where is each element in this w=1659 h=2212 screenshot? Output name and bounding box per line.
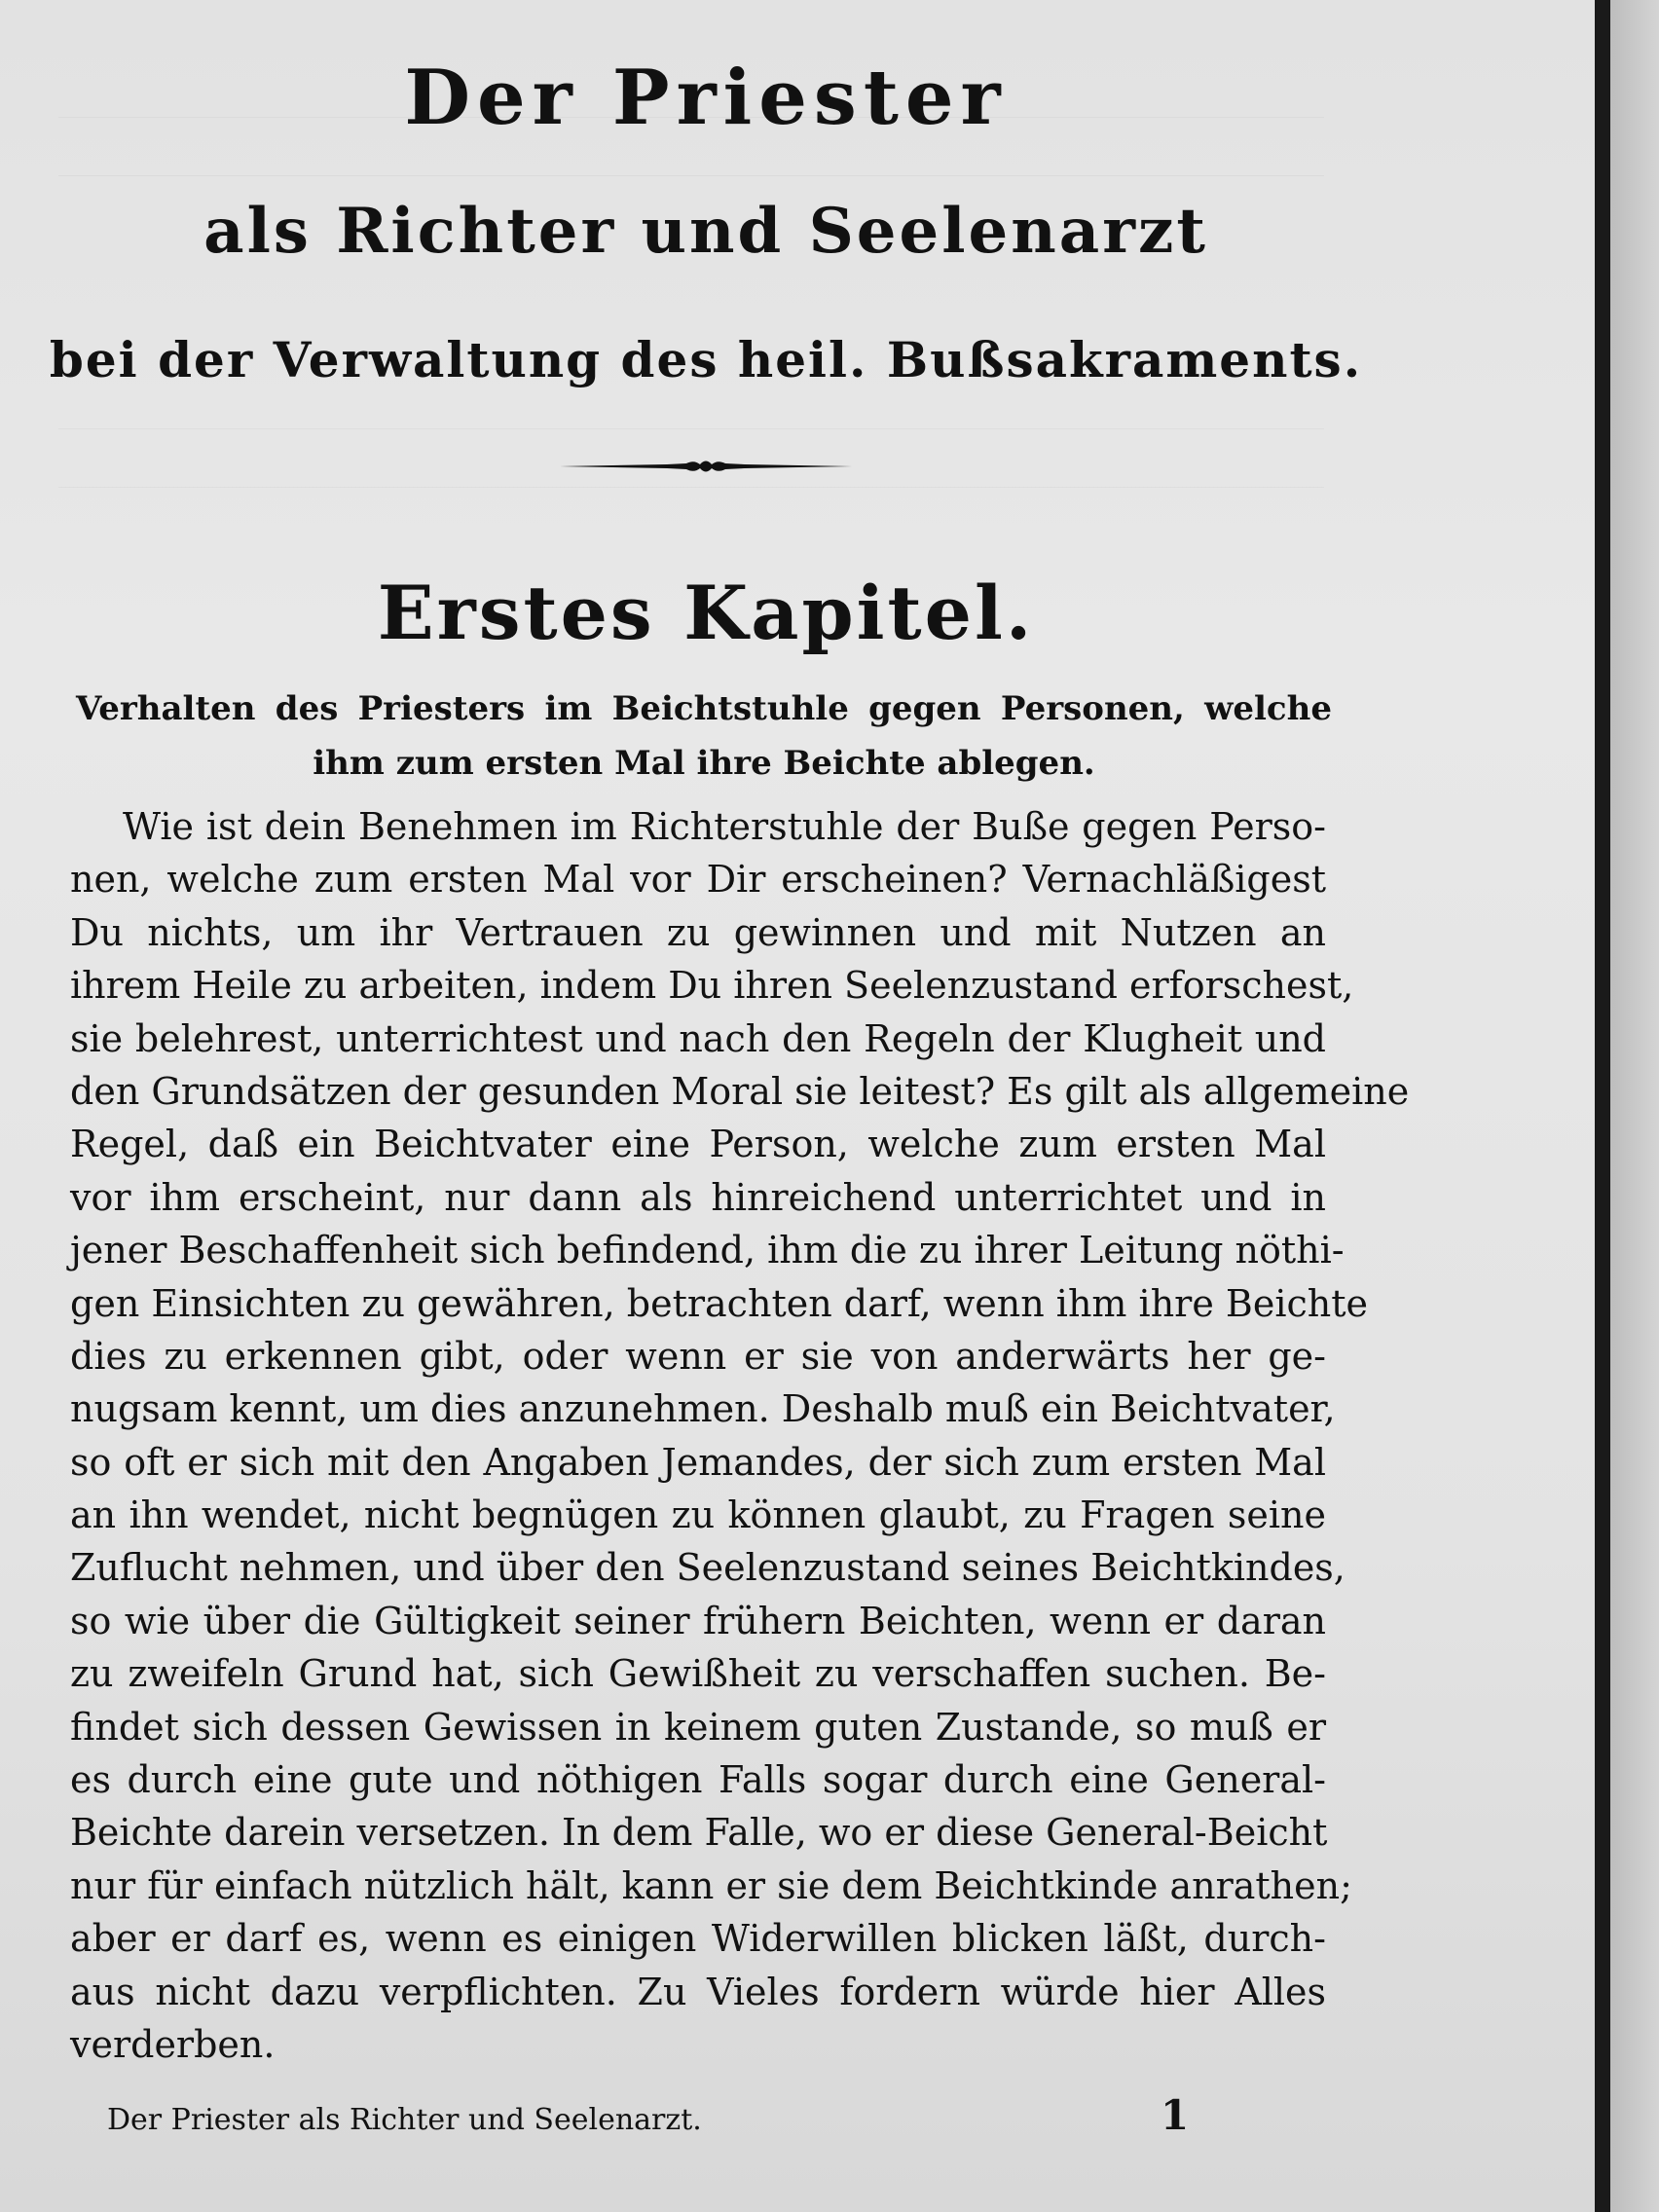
text-line: nugsam kennt, um dies anzunehmen. Deshalb muß ein Beichtvater, bbox=[70, 1387, 1336, 1431]
text-line: Zuflucht nehmen, und über den Seelenzustand seines Beichtkindes, bbox=[70, 1546, 1346, 1590]
adjacent-page-margin bbox=[1610, 0, 1659, 2212]
page-number: 1 bbox=[1161, 2091, 1190, 2139]
text-line: ihrem Heile zu arbeiten, indem Du ihren Seelenzustand erforschest, bbox=[70, 964, 1354, 1008]
bleed-through bbox=[58, 175, 1324, 176]
text-line: zu zweifeln Grund hat, sich Gewißheit zu verschaffen suchen. Be- bbox=[70, 1652, 1326, 1696]
text-line: Beichte darein versetzen. In dem Falle, wo er diese General-Beicht bbox=[70, 1811, 1328, 1855]
book-title: Der Priester bbox=[404, 54, 1008, 142]
chapter-subheading bbox=[76, 682, 1332, 791]
text-line: dies zu erkennen gibt, oder wenn er sie von anderwärts her ge- bbox=[70, 1334, 1326, 1378]
chapter-subheading-line: Verhalten des Priesters im Beichtstuhle gegen Personen, welche bbox=[76, 689, 1332, 728]
text-line: aber er darf es, wenn es einigen Widerwillen blicken läßt, durch- bbox=[70, 1917, 1326, 1961]
text-line: Du nichts, um ihr Vertrauen zu gewinnen und mit Nutzen an bbox=[70, 910, 1326, 954]
ornamental-rule-icon bbox=[560, 450, 852, 483]
bleed-through bbox=[58, 428, 1324, 429]
bleed-through bbox=[58, 487, 1324, 488]
text-line: nur für einfach nützlich hält, kann er sie dem Beichtkinde anrathen; bbox=[70, 1863, 1352, 1907]
text-line: nen, welche zum ersten Mal vor Dir erscheinen? Vernachläßigest bbox=[70, 858, 1326, 902]
text-line: es durch eine gute und nöthigen Falls sogar durch eine General- bbox=[70, 1758, 1326, 1802]
text-line: gen Einsichten zu gewähren, betrachten darf, wenn ihm ihre Beichte bbox=[70, 1281, 1368, 1325]
running-title: Der Priester als Richter und Seelenarzt. bbox=[107, 2103, 702, 2137]
text-line: Wie ist dein Benehmen im Richterstuhle der Buße gegen Perso- bbox=[123, 805, 1326, 848]
chapter-heading: Erstes Kapitel. bbox=[377, 570, 1035, 656]
book-subtitle-line2: bei der Verwaltung des heil. Bußsakraments. bbox=[49, 331, 1363, 388]
text-line: findet sich dessen Gewissen in keinem guten Zustande, so muß er bbox=[70, 1705, 1326, 1749]
text-line: den Grundsätzen der gesunden Moral sie leitest? Es gilt als allgemeine bbox=[70, 1069, 1410, 1113]
body-paragraph bbox=[70, 800, 1410, 2071]
book-subtitle: als Richter und Seelenarzt bbox=[203, 195, 1208, 268]
text-line: Regel, daß ein Beichtvater eine Person, welche zum ersten Mal bbox=[70, 1123, 1326, 1166]
text-line: verderben. bbox=[70, 2022, 276, 2066]
text-line: so wie über die Gültigkeit seiner frühern Beichten, wenn er daran bbox=[70, 1599, 1326, 1642]
text-line: sie belehrest, unterrichtest und nach den Regeln der Klugheit und bbox=[70, 1016, 1326, 1060]
text-line: aus nicht dazu verpflichten. Zu Vieles fordern würde hier Alles bbox=[70, 1970, 1326, 2013]
text-line: vor ihm erscheint, nur dann als hinreichend unterrichtet und in bbox=[70, 1175, 1326, 1219]
text-line: an ihn wendet, nicht begnügen zu können glaubt, zu Fragen seine bbox=[70, 1493, 1326, 1537]
page-edge bbox=[1595, 0, 1610, 2212]
text-line: so oft er sich mit den Angaben Jemandes, der sich zum ersten Mal bbox=[70, 1440, 1326, 1484]
text-line: jener Beschaffenheit sich befindend, ihm die zu ihrer Leitung nöthi- bbox=[70, 1229, 1345, 1272]
chapter-subheading-line: ihm zum ersten Mal ihre Beichte ablegen. bbox=[313, 744, 1095, 783]
